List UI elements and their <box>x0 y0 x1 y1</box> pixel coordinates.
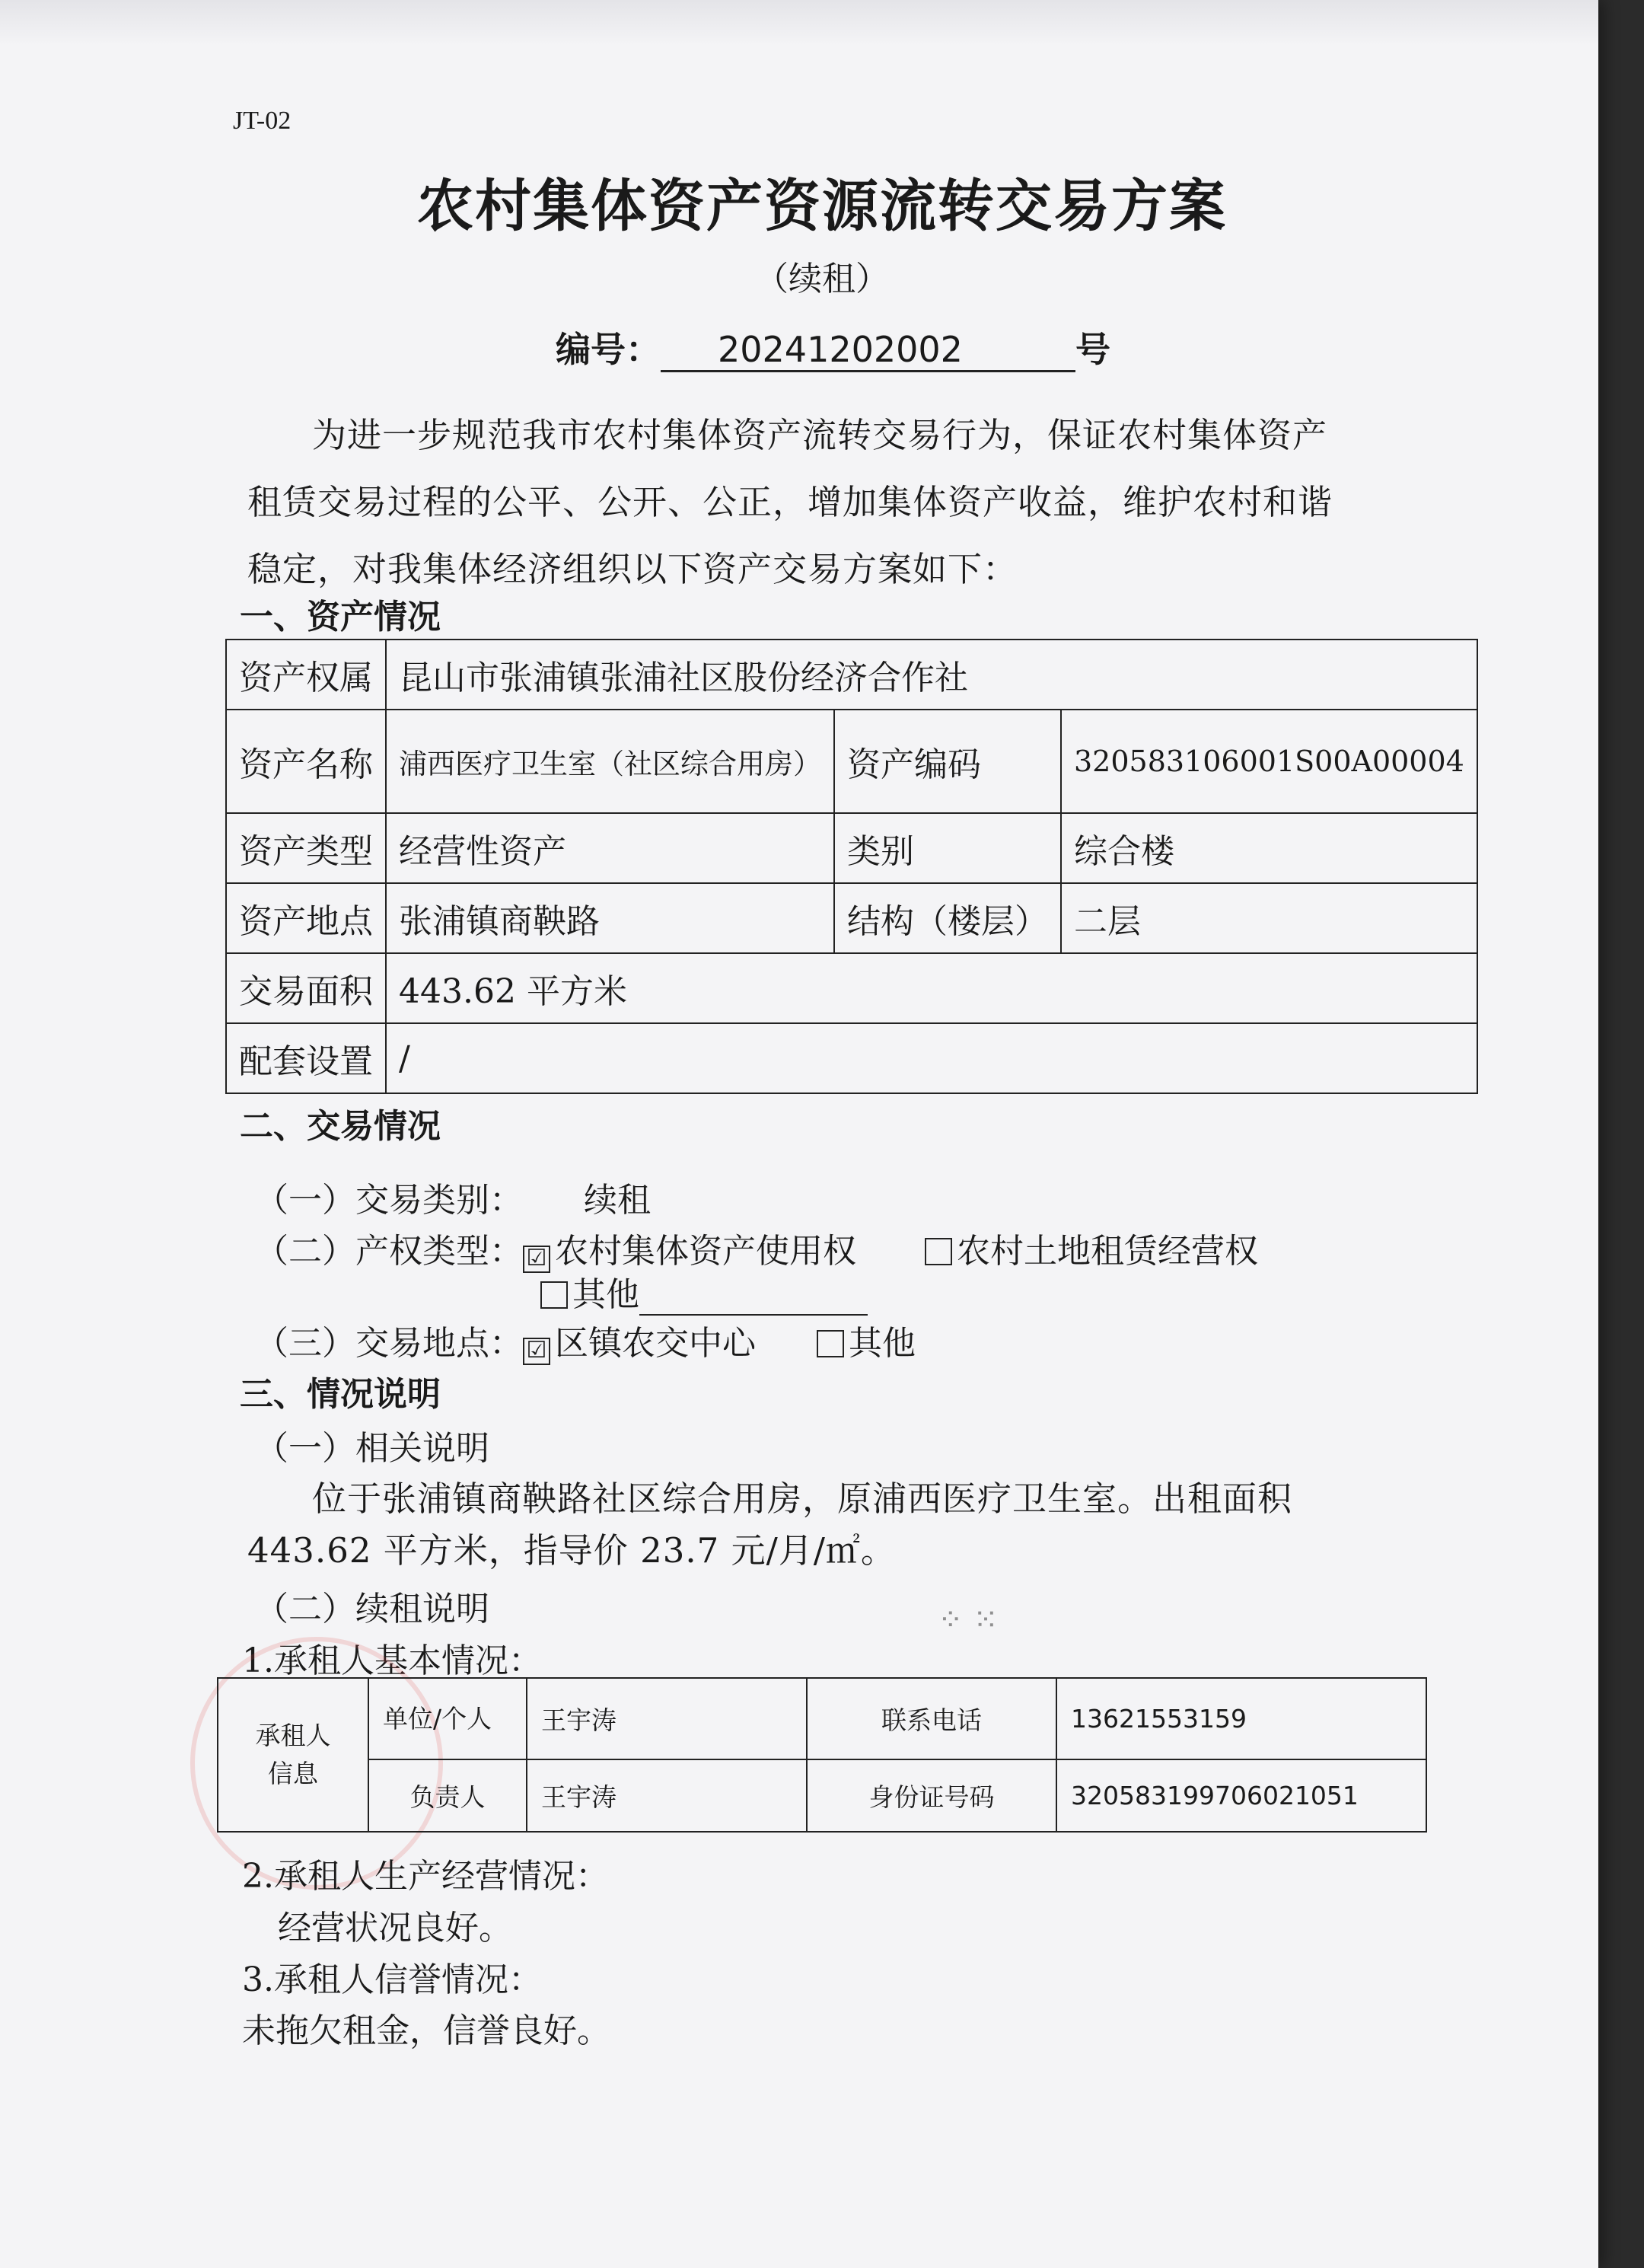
asset-name-value: 浦西医疗卫生室（社区综合用房） <box>386 710 834 813</box>
asset-code-value: 320583106001S00A00004 <box>1061 710 1477 813</box>
section1-heading: 一、资产情况 <box>240 598 441 636</box>
credit-heading: 3.承租人信誉情况： <box>242 1960 542 1999</box>
asset-type-label: 资产类型 <box>226 813 386 883</box>
business-heading: 2.承租人生产经营情况： <box>242 1857 609 1896</box>
area-value: 443.62 平方米 <box>386 953 1477 1023</box>
document-code: JT-02 <box>233 107 292 135</box>
ownership-value: 昆山市张浦镇张浦社区股份经济合作社 <box>386 640 1477 710</box>
property-option-1: 农村集体资产使用权 <box>555 1232 856 1271</box>
location-option-1: 区镇农交中心 <box>555 1324 756 1363</box>
business-value: 经营状况良好。 <box>278 1909 512 1947</box>
table-row <box>226 953 1477 1023</box>
intro-line-2: 租赁交易过程的公平、公开、公正，增加集体资产收益，维护农村和谐 <box>247 482 1333 522</box>
document-title: 农村集体资产资源流转交易方案 <box>417 174 1227 239</box>
table-row <box>226 883 1477 953</box>
checkbox-empty-icon[interactable] <box>925 1238 952 1265</box>
property-type-label: （二）产权类型： <box>255 1232 523 1271</box>
facilities-label: 配套设置 <box>226 1023 386 1093</box>
id-value: 320583199706021051 <box>1056 1759 1426 1832</box>
asset-name-label: 资产名称 <box>226 710 386 813</box>
asset-type-value: 经营性资产 <box>386 813 834 883</box>
structure-label: 结构（楼层） <box>834 883 1061 953</box>
number-value: 20241202002 <box>661 329 1075 372</box>
asset-code-label: 资产编码 <box>834 710 1061 813</box>
category-value: 综合楼 <box>1061 813 1477 883</box>
property-option-3: 其他 <box>572 1275 639 1314</box>
person-label: 负责人 <box>368 1759 527 1832</box>
related-description-heading: （一）相关说明 <box>255 1429 489 1468</box>
asset-table <box>225 639 1478 1094</box>
checkbox-empty-icon[interactable] <box>540 1281 568 1309</box>
location-option-2: 其他 <box>849 1324 916 1363</box>
person-value: 王宇涛 <box>527 1759 807 1832</box>
transaction-type-value: 续租 <box>584 1181 651 1220</box>
table-row <box>226 1023 1477 1093</box>
number-label: 编号： <box>556 329 661 370</box>
transaction-type <box>255 1172 651 1221</box>
area-label: 交易面积 <box>226 953 386 1023</box>
location-value: 张浦镇商鞅路 <box>386 883 834 953</box>
unit-label: 单位/个人 <box>368 1678 527 1759</box>
unit-value: 王宇涛 <box>527 1678 807 1759</box>
intro-line-1: 为进一步规范我市农村集体资产流转交易行为，保证农村集体资产 <box>312 415 1328 455</box>
section3-heading: 三、情况说明 <box>240 1375 441 1414</box>
tenant-group-label-1: 承租人 <box>255 1721 331 1750</box>
table-row <box>226 640 1477 710</box>
description-line-2: 443.62 平方米，指导价 23.7 元/月/㎡。 <box>247 1530 896 1571</box>
property-option-2: 农村土地租赁经营权 <box>957 1232 1258 1271</box>
intro-line-3: 稳定，对我集体经济组织以下资产交易方案如下： <box>247 549 1018 589</box>
tenant-group-label-2: 信息 <box>268 1759 318 1788</box>
table-row <box>226 710 1477 813</box>
tenant-table <box>217 1677 1427 1833</box>
transaction-location <box>255 1316 916 1365</box>
location-label: 资产地点 <box>226 883 386 953</box>
property-type-other <box>540 1267 868 1316</box>
checkbox-checked-icon[interactable]: ☑ <box>523 1246 550 1273</box>
tenant-basic-heading: 1.承租人基本情况： <box>242 1641 542 1680</box>
property-type <box>255 1223 1258 1273</box>
phone-value: 13621553159 <box>1056 1678 1426 1759</box>
structure-value: 二层 <box>1061 883 1477 953</box>
category-label: 类别 <box>834 813 1061 883</box>
renewal-description-heading: （二）续租说明 <box>255 1590 489 1628</box>
transaction-type-label: （一）交易类别： <box>255 1181 523 1220</box>
document-number <box>556 322 1110 372</box>
credit-value: 未拖欠租金，信誉良好。 <box>242 2011 610 2050</box>
document-subtitle: （续租） <box>755 260 889 298</box>
transaction-location-label: （三）交易地点： <box>255 1324 523 1363</box>
ownership-label: 资产权属 <box>226 640 386 710</box>
id-label: 身份证号码 <box>807 1759 1056 1832</box>
number-suffix: 号 <box>1075 329 1110 370</box>
description-line-1: 位于张浦镇商鞅路社区综合用房，原浦西医疗卫生室。出租面积 <box>312 1479 1293 1519</box>
checkbox-checked-icon[interactable]: ☑ <box>523 1338 550 1365</box>
table-row <box>218 1759 1426 1832</box>
phone-label: 联系电话 <box>807 1678 1056 1759</box>
other-blank-line <box>639 1284 868 1316</box>
checkbox-empty-icon[interactable] <box>817 1330 844 1357</box>
facilities-value: / <box>386 1023 1477 1093</box>
handwritten-mark: ⁘ ⁙ <box>938 1603 999 1638</box>
table-row <box>226 813 1477 883</box>
tenant-group-label <box>218 1678 368 1832</box>
section2-heading: 二、交易情况 <box>240 1107 441 1146</box>
table-row <box>218 1678 1426 1759</box>
